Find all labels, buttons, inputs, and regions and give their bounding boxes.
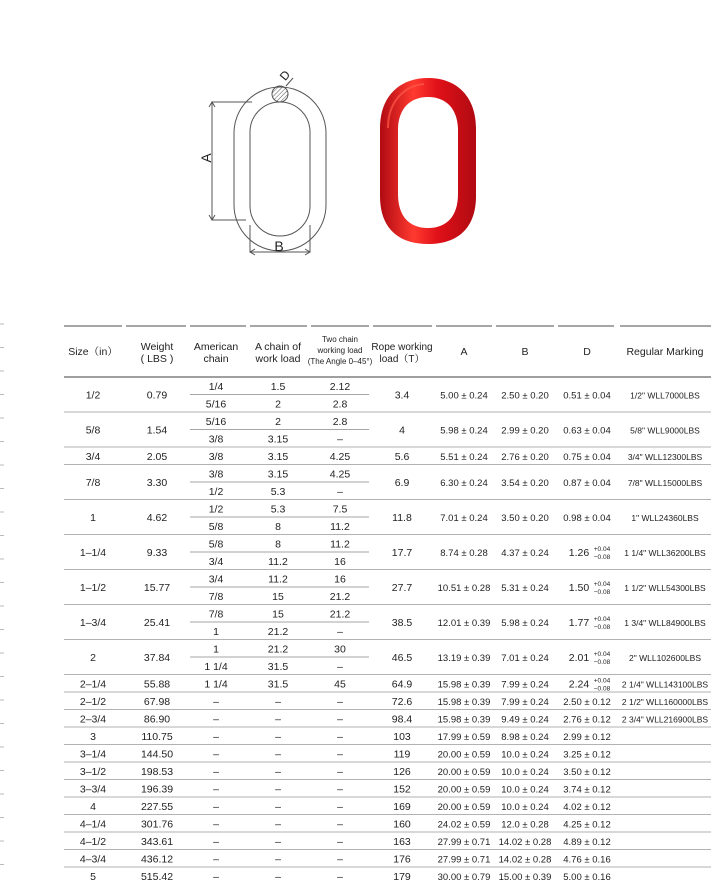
cell-two-chain-workload: 2.8	[332, 398, 348, 411]
cell-american-chain: –	[213, 853, 219, 866]
cell-two-chain-workload: 16	[334, 555, 346, 568]
cell-american-chain: –	[213, 695, 219, 708]
cell-dim-b: 4.37 ± 0.24	[501, 548, 549, 559]
cell-chain-workload: –	[275, 870, 281, 883]
cell-size: 3	[90, 730, 96, 743]
cell-regular-marking: 1 1/4" WLL36200LBS	[624, 548, 706, 558]
cell-american-chain: 7/8	[208, 590, 224, 603]
cell-chain-workload: 21.2	[267, 643, 289, 656]
cell-two-chain-workload: –	[337, 730, 343, 743]
cell-size: 4–1/2	[79, 835, 107, 848]
cell-weight: 515.42	[140, 870, 174, 883]
table-row	[64, 748, 711, 762]
cell-rope-workload: 179	[393, 870, 411, 883]
cell-chain-workload: 11.2	[268, 573, 288, 586]
cell-regular-marking: 2 1/2" WLL160000LBS	[621, 696, 709, 707]
cell-dim-d: 2.01	[568, 652, 590, 664]
cell-size: 4–1/4	[79, 818, 107, 831]
cell-dim-a: 12.01 ± 0.39	[437, 618, 491, 629]
table-row	[64, 731, 711, 745]
cell-dim-b: 10.0 ± 0.24	[501, 801, 549, 813]
cell-rope-workload: 176	[393, 853, 411, 866]
cell-rope-workload: 126	[393, 765, 411, 778]
cell-dim-a: 13.19 ± 0.39	[437, 653, 491, 664]
cell-rope-workload: 98.4	[391, 713, 413, 726]
table-row	[64, 853, 711, 867]
cell-rope-workload: 160	[393, 818, 411, 831]
cell-dim-d: 3.50 ± 0.12	[563, 766, 611, 778]
cell-dim-a: 15.98 ± 0.39	[437, 679, 491, 691]
cell-rope-workload: 46.5	[391, 652, 413, 664]
cell-chain-workload: –	[275, 748, 281, 761]
cell-american-chain: 1/2	[208, 485, 224, 498]
cell-dim-d-tol-minus: −0.08	[593, 624, 611, 631]
table-row	[64, 608, 711, 639]
cell-size: 1–1/4	[79, 547, 107, 559]
cell-size: 3–3/4	[79, 783, 107, 796]
cell-american-chain: 3/4	[208, 555, 224, 568]
cell-american-chain: 7/8	[208, 608, 224, 621]
cell-chain-workload: –	[275, 818, 281, 831]
table-row	[64, 871, 711, 883]
cell-two-chain-workload: –	[337, 783, 343, 796]
header-weight-unit: ( LBS )	[140, 353, 174, 365]
cell-american-chain: –	[213, 800, 219, 813]
cell-two-chain-workload: 11.2	[330, 520, 350, 533]
header-rope-2: load（T）	[379, 354, 425, 365]
cell-dim-a: 7.01 ± 0.24	[440, 513, 488, 524]
cell-american-chain: 5/16	[205, 398, 227, 411]
cell-american-chain: 3/8	[208, 468, 224, 481]
cell-two-chain-workload: –	[337, 485, 343, 498]
cell-regular-marking: 1 1/2" WLL54300LBS	[624, 583, 706, 593]
spec-table	[0, 322, 713, 883]
cell-dim-a: 27.99 ± 0.71	[437, 836, 491, 848]
cell-dim-b: 15.00 ± 0.39	[498, 871, 552, 883]
cell-american-chain: 1	[213, 643, 219, 656]
cell-size: 1–1/2	[79, 582, 107, 594]
cell-dim-a: 20.00 ± 0.59	[437, 801, 491, 813]
cell-weight: 0.79	[146, 389, 168, 402]
cell-dim-a: 15.98 ± 0.39	[437, 714, 491, 726]
cell-regular-marking: 3/4" WLL12300LBS	[627, 451, 703, 462]
cell-regular-marking: 1" WLL24360LBS	[631, 513, 699, 523]
cell-dim-a: 5.98 ± 0.24	[440, 425, 488, 437]
table-row	[64, 801, 711, 815]
cell-size: 2–1/2	[79, 695, 107, 708]
cell-two-chain-workload: –	[337, 433, 343, 446]
cell-dim-b: 10.0 ± 0.24	[501, 784, 549, 796]
cell-dim-b: 10.0 ± 0.24	[501, 766, 549, 778]
cell-chain-workload: –	[275, 783, 281, 796]
cell-weight: 1.54	[146, 424, 168, 437]
drawing-inner-outline	[250, 102, 310, 236]
cell-chain-workload: 21.2	[267, 625, 289, 638]
table-row	[64, 818, 711, 832]
cell-two-chain-workload: –	[337, 695, 343, 708]
cell-rope-workload: 72.6	[391, 695, 413, 708]
cell-regular-marking: 2 3/4" WLL216900LBS	[621, 714, 709, 725]
cell-two-chain-workload: –	[337, 800, 343, 813]
cell-american-chain: 3/8	[208, 433, 224, 446]
header-two-chain: Two chain	[321, 335, 359, 344]
cell-two-chain-workload: 11.2	[330, 538, 350, 551]
cell-two-chain-workload: –	[337, 765, 343, 778]
cell-chain-workload: 8	[275, 520, 281, 533]
table-row	[64, 468, 711, 499]
cell-dim-b: 14.02 ± 0.28	[498, 854, 552, 866]
cell-dim-d-tol-minus: −0.08	[593, 589, 611, 596]
cell-rope-workload: 27.7	[391, 582, 413, 594]
cell-dim-d: 2.24	[568, 678, 590, 691]
cell-dim-d: 1.50	[568, 582, 590, 594]
cell-weight: 301.76	[140, 818, 174, 831]
cell-chain-workload: 31.5	[267, 660, 289, 673]
cell-two-chain-workload: 2.12	[329, 380, 351, 393]
cell-chain-workload: 11.2	[268, 555, 288, 568]
cell-chain-workload: 3.15	[267, 468, 289, 481]
cell-regular-marking: 2 1/4" WLL143100LBS	[621, 679, 709, 690]
cell-size: 1–3/4	[79, 617, 107, 629]
master-link-figure	[0, 0, 713, 300]
cell-american-chain: 1	[213, 625, 219, 638]
cell-dim-b: 2.99 ± 0.20	[501, 425, 549, 437]
cell-american-chain: 3/8	[208, 450, 224, 463]
cell-dim-b: 7.99 ± 0.24	[501, 679, 549, 691]
dimension-label-a: A	[198, 153, 214, 163]
cell-dim-a: 30.00 ± 0.79	[437, 871, 491, 883]
table-row	[64, 451, 711, 465]
cell-american-chain: 1/4	[208, 380, 224, 393]
cell-dim-a: 5.51 ± 0.24	[440, 451, 488, 463]
cell-dim-d: 2.50 ± 0.12	[563, 696, 611, 708]
cell-two-chain-workload: –	[337, 853, 343, 866]
cell-dim-b: 8.98 ± 0.24	[501, 731, 549, 743]
cell-two-chain-workload: –	[337, 835, 343, 848]
cell-dim-d: 0.98 ± 0.04	[563, 513, 611, 524]
cell-size: 7/8	[85, 477, 101, 489]
cell-size: 3–1/4	[79, 748, 107, 761]
cell-chain-workload: 2	[275, 415, 281, 428]
table-row	[64, 836, 711, 850]
cell-dim-b: 3.50 ± 0.20	[501, 513, 549, 524]
cell-american-chain: –	[213, 713, 219, 726]
cell-dim-b: 7.99 ± 0.24	[501, 696, 549, 708]
cell-weight: 86.90	[143, 713, 171, 726]
table-row	[64, 573, 711, 604]
drawing-section-circle	[272, 86, 288, 102]
cell-weight: 3.30	[146, 477, 168, 489]
cell-rope-workload: 4	[399, 424, 405, 437]
cell-weight: 110.75	[141, 730, 173, 743]
cell-dim-d: 0.87 ± 0.04	[563, 478, 611, 489]
cell-dim-a: 8.74 ± 0.28	[440, 548, 488, 559]
table-row	[64, 538, 711, 569]
table-row	[64, 503, 711, 534]
cell-two-chain-workload: 4.25	[329, 468, 351, 481]
cell-dim-a: 20.00 ± 0.59	[437, 749, 491, 761]
cell-rope-workload: 17.7	[391, 547, 413, 559]
cell-two-chain-workload: –	[337, 713, 343, 726]
header-chain-workload-2: work load	[255, 353, 301, 365]
cell-two-chain-workload: 21.2	[329, 590, 351, 603]
cell-dim-a: 5.00 ± 0.24	[440, 390, 488, 402]
header-b: B	[521, 346, 529, 358]
cell-chain-workload: 1.5	[270, 380, 286, 393]
cell-weight: 67.98	[143, 695, 171, 708]
cell-weight: 2.05	[146, 450, 168, 463]
cell-two-chain-workload: 2.8	[332, 415, 348, 428]
cell-american-chain: 1/2	[208, 503, 224, 516]
cell-size: 4–3/4	[79, 853, 107, 866]
cell-american-chain: –	[213, 870, 219, 883]
cell-dim-a: 24.02 ± 0.59	[437, 819, 491, 831]
cell-dim-b: 2.76 ± 0.20	[501, 451, 549, 463]
cell-size: 1/2	[85, 389, 101, 402]
cell-rope-workload: 64.9	[391, 678, 413, 691]
cell-size: 2–1/4	[79, 678, 107, 691]
cell-two-chain-workload: 4.25	[329, 450, 351, 463]
cell-size: 2–3/4	[79, 713, 107, 726]
cell-weight: 25.41	[143, 617, 171, 629]
cell-weight: 343.61	[140, 835, 174, 848]
cell-rope-workload: 169	[393, 800, 411, 813]
cell-size: 2	[90, 652, 96, 664]
cell-dim-a: 17.99 ± 0.59	[437, 731, 491, 743]
cell-dim-b: 5.31 ± 0.24	[501, 583, 549, 594]
cell-rope-workload: 38.5	[391, 617, 413, 629]
cell-chain-workload: 15	[272, 590, 284, 603]
cell-rope-workload: 3.4	[394, 389, 410, 402]
cell-size: 5/8	[85, 424, 101, 437]
cell-chain-workload: 3.15	[267, 450, 289, 463]
cell-two-chain-workload: –	[337, 870, 343, 883]
cell-dim-d-tol-minus: −0.08	[593, 685, 611, 693]
cell-dim-d: 4.76 ± 0.16	[563, 854, 611, 866]
cell-weight: 15.77	[143, 582, 171, 594]
cell-size: 3–1/2	[79, 765, 107, 778]
cell-american-chain: –	[213, 818, 219, 831]
cell-american-chain: –	[213, 748, 219, 761]
cell-two-chain-workload: –	[337, 660, 343, 673]
cell-dim-b: 2.50 ± 0.20	[501, 390, 549, 402]
header-two-chain-2: working load	[317, 346, 363, 355]
cell-two-chain-workload: 7.5	[332, 503, 348, 516]
cell-dim-a: 6.30 ± 0.24	[440, 478, 488, 489]
cell-american-chain: 3/4	[208, 573, 224, 586]
header-weight: Weight	[140, 341, 174, 353]
cell-dim-b: 5.98 ± 0.24	[501, 618, 549, 629]
cell-dim-d-tol-plus: +0.04	[593, 546, 611, 553]
header-american: American	[193, 341, 239, 353]
cell-dim-b: 7.01 ± 0.24	[501, 653, 549, 664]
cell-weight: 9.33	[146, 547, 168, 559]
table-row	[64, 713, 711, 727]
cell-rope-workload: 119	[393, 748, 411, 761]
cell-dim-b: 9.49 ± 0.24	[501, 714, 549, 726]
cell-size: 4	[90, 800, 96, 813]
cell-regular-marking: 1/2" WLL7000LBS	[630, 390, 700, 401]
cell-chain-workload: –	[275, 765, 281, 778]
cell-dim-d: 2.99 ± 0.12	[563, 731, 611, 743]
cell-chain-workload: –	[275, 695, 281, 708]
cell-chain-workload: 31.5	[267, 678, 289, 691]
header-marking: Regular Marking	[626, 346, 704, 358]
header-two-chain-3: (The Angle 0–45°)	[307, 357, 373, 366]
cell-american-chain: 5/16	[205, 415, 227, 428]
cell-chain-workload: 15	[272, 608, 284, 621]
cell-american-chain: 5/8	[208, 520, 224, 533]
table-row	[64, 643, 711, 674]
cell-dim-d: 1.77	[568, 617, 590, 629]
cell-dim-d-tol-plus: +0.04	[593, 581, 611, 588]
cell-weight: 227.55	[140, 800, 174, 813]
cell-dim-a: 20.00 ± 0.59	[437, 766, 491, 778]
cell-dim-a: 20.00 ± 0.59	[437, 784, 491, 796]
cell-american-chain: 5/8	[208, 538, 224, 551]
cell-dim-d: 5.00 ± 0.16	[563, 871, 611, 883]
cell-two-chain-workload: –	[337, 748, 343, 761]
cell-two-chain-workload: –	[337, 625, 343, 638]
cell-weight: 198.53	[140, 765, 174, 778]
cell-dim-d: 1.26	[568, 547, 590, 559]
cell-rope-workload: 163	[393, 835, 411, 848]
cell-dim-d-tol-plus: +0.04	[593, 677, 611, 685]
table-row	[64, 677, 711, 692]
cell-american-chain: –	[213, 835, 219, 848]
cell-weight: 196.39	[140, 783, 174, 796]
cell-american-chain: –	[213, 783, 219, 796]
cell-chain-workload: –	[275, 730, 281, 743]
header-american-2: chain	[203, 353, 229, 365]
cell-chain-workload: 2	[275, 398, 281, 411]
header-a: A	[460, 346, 468, 358]
cell-rope-workload: 11.8	[392, 512, 412, 524]
red-master-link-image	[380, 78, 476, 244]
cell-rope-workload: 6.9	[394, 477, 410, 489]
table-row	[64, 783, 711, 797]
cell-chain-workload: –	[275, 800, 281, 813]
cell-chain-workload: 8	[275, 538, 281, 551]
dimension-label-b: B	[274, 238, 284, 254]
cell-dim-a: 10.51 ± 0.28	[437, 583, 491, 594]
cell-two-chain-workload: 45	[334, 678, 346, 691]
cell-rope-workload: 152	[393, 783, 411, 796]
cell-dim-b: 12.0 ± 0.28	[501, 819, 549, 831]
cell-dim-d: 2.76 ± 0.12	[563, 714, 611, 726]
cell-weight: 4.62	[146, 512, 168, 524]
cell-dim-d: 0.51 ± 0.04	[563, 390, 611, 402]
cell-dim-d: 0.75 ± 0.04	[563, 451, 611, 463]
cell-regular-marking: 7/8" WLL15000LBS	[627, 478, 703, 488]
cell-size: 1	[90, 512, 96, 524]
cell-rope-workload: 5.6	[394, 450, 410, 463]
cell-rope-workload: 103	[393, 730, 411, 743]
cell-american-chain: –	[213, 730, 219, 743]
cell-dim-d: 3.74 ± 0.12	[563, 784, 611, 796]
header-size: Size（in）	[68, 346, 118, 358]
table-row	[64, 766, 711, 780]
cell-chain-workload: –	[275, 713, 281, 726]
cell-size: 3/4	[85, 450, 101, 463]
cell-dim-d: 4.25 ± 0.12	[563, 819, 611, 831]
header-d: D	[583, 346, 591, 358]
cell-dim-d: 3.25 ± 0.12	[563, 749, 611, 761]
cell-two-chain-workload: 30	[334, 643, 346, 656]
cell-two-chain-workload: 21.2	[329, 608, 351, 621]
dimension-drawing	[209, 78, 326, 255]
cell-american-chain: 1 1/4	[204, 678, 228, 691]
cell-chain-workload: 3.15	[267, 433, 289, 446]
cell-size: 5	[90, 870, 96, 883]
cell-dim-b: 10.0 ± 0.24	[501, 749, 549, 761]
cell-american-chain: 1 1/4	[204, 660, 228, 673]
table-row	[64, 381, 711, 412]
cell-dim-b: 14.02 ± 0.28	[498, 836, 552, 848]
cell-weight: 37.84	[143, 652, 171, 664]
cell-regular-marking: 5/8" WLL9000LBS	[630, 425, 700, 436]
cell-two-chain-workload: –	[337, 818, 343, 831]
drawing-outer-outline	[234, 87, 326, 251]
dimension-label-d: D	[276, 67, 294, 84]
cell-dim-d: 0.63 ± 0.04	[563, 425, 611, 437]
cell-dim-a: 15.98 ± 0.39	[437, 696, 491, 708]
cell-chain-workload: 5.3	[270, 503, 286, 516]
cell-chain-workload: –	[275, 853, 281, 866]
cell-chain-workload: –	[275, 835, 281, 848]
cell-dim-d: 4.89 ± 0.12	[563, 836, 611, 848]
table-row	[64, 696, 711, 710]
cell-dim-d-tol-plus: +0.04	[593, 651, 611, 658]
cell-chain-workload: 5.3	[270, 485, 286, 498]
cell-dim-a: 27.99 ± 0.71	[437, 854, 491, 866]
cell-regular-marking: 1 3/4" WLL84900LBS	[624, 618, 706, 628]
cell-weight: 144.50	[140, 748, 174, 761]
cell-dim-b: 3.54 ± 0.20	[501, 478, 549, 489]
header-rope: Rope working	[371, 342, 433, 353]
cell-dim-d-tol-minus: −0.08	[593, 554, 611, 561]
cell-weight: 436.12	[140, 853, 174, 866]
cell-dim-d-tol-plus: +0.04	[593, 616, 611, 623]
cell-weight: 55.88	[143, 678, 171, 691]
cell-regular-marking: 2" WLL102600LBS	[628, 653, 702, 663]
cell-dim-d-tol-minus: −0.08	[593, 659, 611, 666]
cell-two-chain-workload: 16	[334, 573, 346, 586]
cell-american-chain: –	[213, 765, 219, 778]
cell-dim-d: 4.02 ± 0.12	[563, 801, 611, 813]
header-chain-workload: A chain of	[254, 341, 302, 353]
table-row	[64, 416, 711, 447]
